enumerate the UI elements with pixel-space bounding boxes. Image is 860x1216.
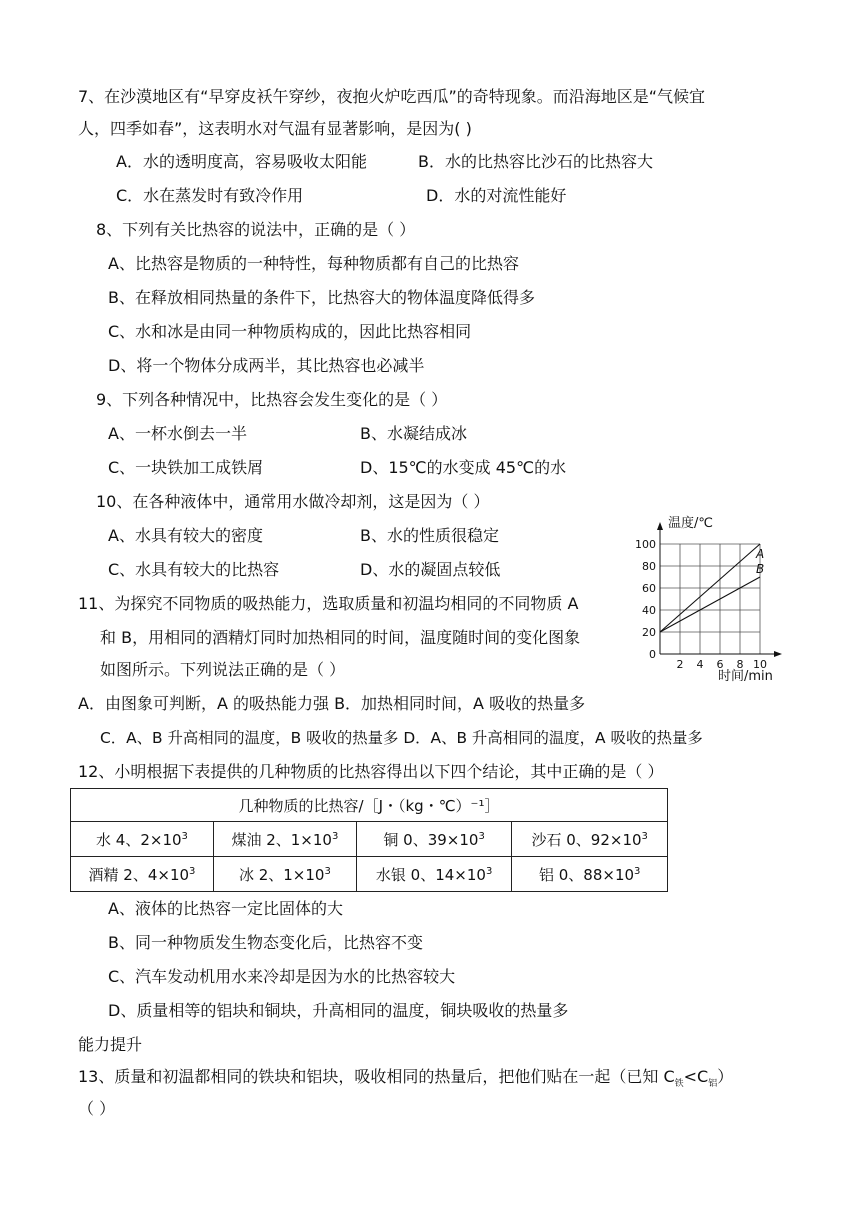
table-cell: 水 4、$2\times 10^3$ xyxy=(71,822,214,857)
q7-option-d: D．水的对流性能好 xyxy=(426,186,567,205)
graph-x-tick-label: 2 xyxy=(676,658,684,671)
graph-y-tick-label: 100 xyxy=(635,538,656,551)
table-row xyxy=(71,857,668,892)
graph-y-tick-label: 40 xyxy=(642,604,656,617)
q11-stem-line1: 11、为探究不同物质的吸热能力，选取质量和初温均相同的不同物质 A xyxy=(78,594,579,613)
table-cell: 水银 0、$14\times 10^3$ xyxy=(356,857,512,892)
q8-option-c: C、水和冰是由同一种物质构成的，因此比热容相同 xyxy=(108,322,472,341)
graph-ylabel: 温度/℃ xyxy=(668,516,713,531)
table-caption: 几种物质的比热容/［J・（kg・℃）⁻¹］ xyxy=(71,789,668,822)
specific-heat-table xyxy=(70,788,668,892)
q12-stem: 12、小明根据下表提供的几种物质的比热容得出以下四个结论，其中正确的是（ ） xyxy=(78,762,664,781)
table-row xyxy=(71,822,668,857)
table-cell: 冰 2、$1\times 10^3$ xyxy=(213,857,356,892)
q9-option-a: A、一杯水倒去一半 xyxy=(108,424,247,443)
q13-stem-line1: 13、质量和初温都相同的铁块和铝块，吸收相同的热量后，把他们贴在一起（已知 $C_铁<C_铝$） xyxy=(78,1067,734,1090)
table-cell: 铝 0、$88\times 10^3$ xyxy=(512,857,668,892)
q9-option-d: D、15℃的水变成 45℃的水 xyxy=(360,458,567,477)
table-cell: 沙石 0、$92\times 10^3$ xyxy=(512,822,668,857)
q8-option-a: A、比热容是物质的一种特性，每种物质都有自己的比热容 xyxy=(108,254,519,273)
q7-option-a: A．水的透明度高，容易吸收太阳能 xyxy=(116,152,367,171)
q9-option-b: B、水凝结成冰 xyxy=(360,424,467,443)
graph-x-tick-label: 6 xyxy=(716,658,724,671)
graph-x-tick-label: 4 xyxy=(696,658,704,671)
q8-option-d: D、将一个物体分成两半，其比热容也必减半 xyxy=(108,356,425,375)
graph-y-tick-label: 20 xyxy=(642,626,656,639)
q10-option-c: C、水具有较大的比热容 xyxy=(108,560,280,579)
table-cell: 铜 0、$39\times 10^3$ xyxy=(356,822,512,857)
q7-stem-line1: 7、在沙漠地区有“早穿皮袄午穿纱，夜抱火炉吃西瓜”的奇特现象。而沿海地区是“气候宜 xyxy=(78,87,706,106)
q12-option-b: B、同一种物质发生物态变化后，比热容不变 xyxy=(108,933,423,952)
q11-options-ab: A．由图象可判断，A 的吸热能力强 B．加热相同时间，A 吸收的热量多 xyxy=(78,694,586,713)
graph-y-axis-arrow xyxy=(657,522,663,530)
q9-option-c: C、一块铁加工成铁屑 xyxy=(108,458,264,477)
q12-option-a: A、液体的比热容一定比固体的大 xyxy=(108,899,343,918)
q12-option-c: C、汽车发动机用水来冷却是因为水的比热容较大 xyxy=(108,967,456,986)
q8-stem: 8、下列有关比热容的说法中，正确的是（ ） xyxy=(96,220,416,239)
section-title: 能力提升 xyxy=(78,1035,143,1054)
q12-option-d: D、质量相等的铝块和铜块，升高相同的温度，铜块吸收的热量多 xyxy=(108,1001,569,1020)
graph-x-axis-arrow xyxy=(774,651,782,657)
q7-option-b: B．水的比热容比沙石的比热容大 xyxy=(418,152,653,171)
table-cell: 煤油 2、$1\times 10^3$ xyxy=(213,822,356,857)
q9-stem: 9、下列各种情况中，比热容会发生变化的是（ ） xyxy=(96,390,448,409)
q10-option-b: B、水的性质很稳定 xyxy=(360,526,499,545)
temperature-time-graph xyxy=(630,508,790,684)
graph-series-line-B xyxy=(660,577,760,632)
q11-stem-line3: 如图所示。下列说法正确的是（ ） xyxy=(100,660,346,679)
q13-answer-bracket: （ ） xyxy=(78,1099,116,1118)
q8-option-b: B、在释放相同热量的条件下，比热容大的物体温度降低得多 xyxy=(108,288,535,307)
q11-stem-line2: 和 B，用相同的酒精灯同时加热相同的时间，温度随时间的变化图象 xyxy=(100,628,581,647)
graph-xlabel: 时间/min xyxy=(718,669,773,684)
graph-y-tick-label: 0 xyxy=(649,648,656,661)
graph-series-label: A xyxy=(756,547,765,561)
graph-y-tick-label: 80 xyxy=(642,560,656,573)
graph-x-tick-label: 8 xyxy=(736,658,744,671)
graph-y-tick-label: 60 xyxy=(642,582,656,595)
graph-x-tick-label: 10 xyxy=(753,658,767,671)
q10-option-d: D、水的凝固点较低 xyxy=(360,560,501,579)
q10-option-a: A、水具有较大的密度 xyxy=(108,526,263,545)
table-cell: 酒精 2、$4\times 10^3$ xyxy=(71,857,214,892)
graph-series-label: B xyxy=(756,562,765,576)
q10-stem: 10、在各种液体中，通常用水做冷却剂，这是因为（ ） xyxy=(96,492,490,511)
q11-options-cd: C．A、B 升高相同的温度，B 吸收的热量多 D．A、B 升高相同的温度，A 吸收的热量多 xyxy=(100,729,703,747)
q7-stem-line2: 人，四季如春”，这表明水对气温有显著影响，是因为( ) xyxy=(78,119,472,138)
q7-option-c: C．水在蒸发时有致冷作用 xyxy=(116,186,304,205)
